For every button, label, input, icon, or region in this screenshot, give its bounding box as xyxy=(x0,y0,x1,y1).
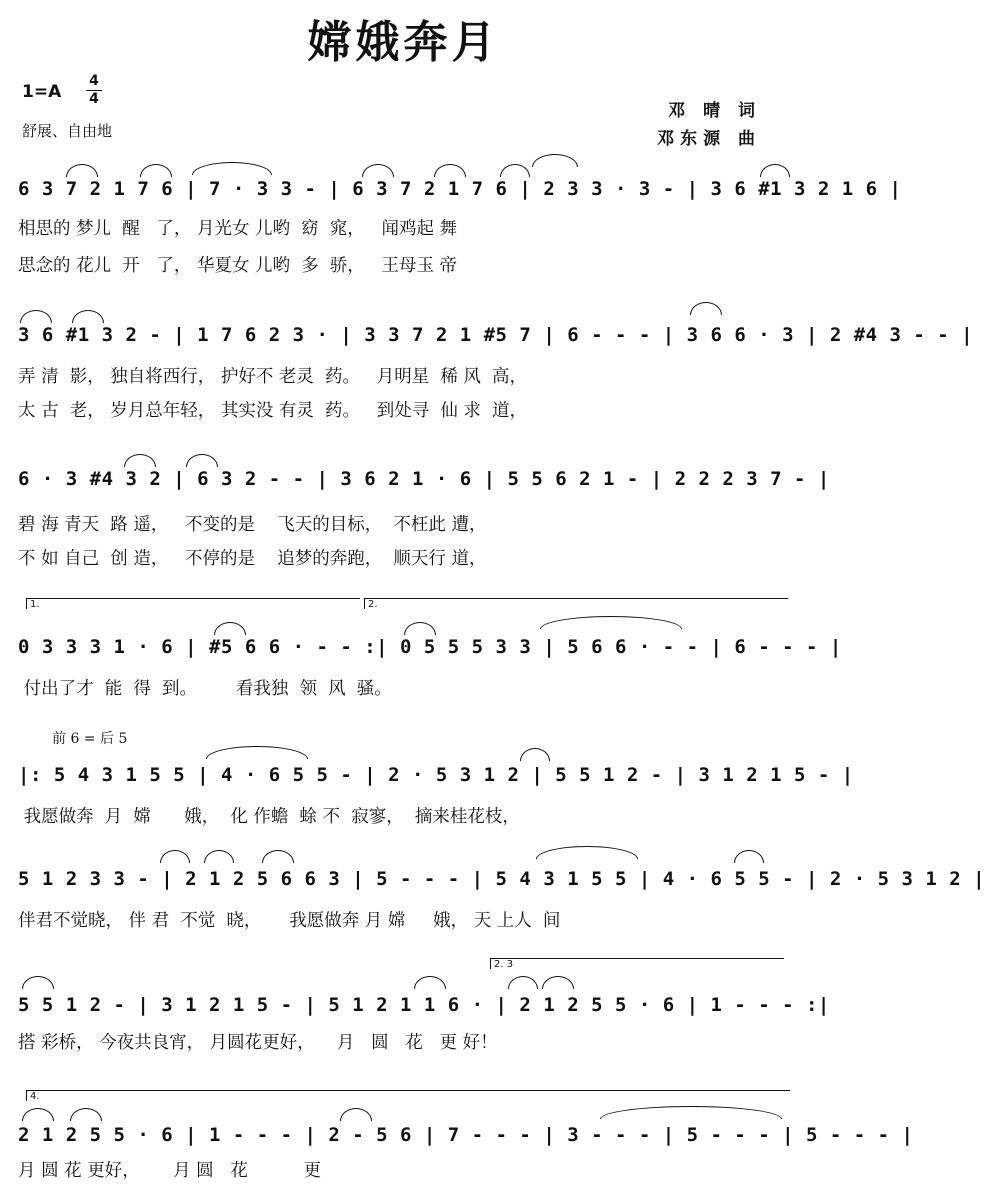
tie-slur xyxy=(204,850,234,863)
notation-line: |: 5 4 3 1 5 5 | 4 · 6 5 5 - | 2 · 5 3 1 2 | 5 5 1 2 - | 3 1 2 1 5 - | xyxy=(18,764,854,786)
composer-credit: 邓东源 曲 xyxy=(657,129,761,149)
time-denominator: 4 xyxy=(89,91,99,107)
notation-line: 5 1 2 3 3 - | 2 1 2 5 6 6 3 | 5 - - - | 5 4 3 1 5 5 | 4 · 6 5 5 - | 2 · 5 3 1 2 | xyxy=(18,868,985,890)
tie-slur xyxy=(690,302,722,315)
tie-slur xyxy=(540,616,682,629)
volta-1-bracket: 1. xyxy=(26,598,360,609)
tie-slur xyxy=(414,976,446,989)
lyric-line-verse-2: 太 古 老， 岁月总年轻， 其实没 有灵 药。 到处寻 仙 求 道， xyxy=(18,401,528,421)
lyric-line-verse-1: 月 圆 花 更好， 月 圆 花 更 xyxy=(18,1161,321,1181)
notation-line: 3 6 #1 3 2 - | 1 7 6 2 3 · | 3 3 7 2 1 #5 7 | 6 - - - | 3 6 6 · 3 | 2 #4 3 - - | xyxy=(18,324,974,346)
tie-slur xyxy=(262,850,294,863)
notation-line: 2 1 2 5 5 · 6 | 1 - - - | 2 - 5 6 | 7 - - - | 3 - - - | 5 - - - | 5 - - - | xyxy=(18,1124,914,1146)
notation-line: 0 3 3 3 1 · 6 | #5 6 6 · - - :| 0 5 5 5 3 3 | 5 6 6 · - - | 6 - - - | xyxy=(18,636,842,658)
tie-slur xyxy=(206,746,308,759)
lyric-line-verse-1: 碧 海 青天 路 遥， 不变的是 飞天的目标， 不枉此 遭， xyxy=(18,515,487,535)
lyric-line-verse-2: 不 如 自己 创 造， 不停的是 追梦的奔跑， 顺天行 道， xyxy=(18,549,487,569)
tie-slur xyxy=(734,850,764,863)
time-signature xyxy=(86,74,102,107)
lyric-line-verse-1: 伴君不觉晓， 伴 君 不觉 晓， 我愿做奔 月 嫦 娥， 天 上人 间 xyxy=(18,911,561,931)
tie-slur xyxy=(542,976,574,989)
modulation-marking: 前 6 = 后 5 xyxy=(52,731,128,747)
tempo-marking: 舒展、自由地 xyxy=(22,122,113,140)
volta-2-bracket: 2. xyxy=(364,598,788,609)
time-numerator: 4 xyxy=(89,73,99,89)
lyricist-credit: 邓 晴 词 xyxy=(668,101,761,121)
lyric-line-verse-1: 搭 彩桥， 今夜共良宵， 月圆花更好， 月 圆 花 更 好！ xyxy=(18,1033,498,1053)
lyric-line-verse-1: 付出了才 能 得 到。 看我独 领 风 骚。 xyxy=(18,679,392,699)
notation-line: 6 3 7 2 1 7 6 | 7 · 3 3 - | 6 3 7 2 1 7 6 | 2 3 3 · 3 - | 3 6 #1 3 2 1 6 | xyxy=(18,178,902,200)
notation-line: 6 · 3 #4 3 2 | 6 3 2 - - | 3 6 2 1 · 6 | 5 5 6 2 1 - | 2 2 2 3 7 - | xyxy=(18,468,830,490)
tie-slur xyxy=(508,976,538,989)
tie-slur xyxy=(160,850,190,863)
tie-slur xyxy=(532,154,578,167)
lyric-line-verse-1: 我愿做奔 月 嫦 娥， 化 作蟾 蜍 不 寂寥， 摘来桂花枝， xyxy=(18,807,520,827)
volta-4-bracket: 4. xyxy=(26,1090,790,1101)
volta-2-3-bracket: 2. 3 xyxy=(490,958,784,969)
notation-line: 5 5 1 2 - | 3 1 2 1 5 - | 5 1 2 1 1 6 · | 2 1 2 5 5 · 6 | 1 - - - :| xyxy=(18,994,830,1016)
lyric-line-verse-1: 弄 清 影， 独自将西行， 护好不 老灵 药。 月明星 稀 风 高， xyxy=(18,367,528,387)
lyric-line-verse-2: 思念的 花儿 开 了， 华夏女 儿哟 多 骄， 王母玉 帝 xyxy=(18,256,458,276)
tie-slur xyxy=(600,1106,782,1119)
song-title: 嫦娥奔月 xyxy=(307,17,500,68)
tie-slur xyxy=(536,846,638,859)
key-signature: 1=A xyxy=(22,82,62,102)
tie-slur xyxy=(22,976,54,989)
lyric-line-verse-1: 相思的 梦儿 醒 了， 月光女 儿哟 窈 窕， 闻鸡起 舞 xyxy=(18,219,458,239)
